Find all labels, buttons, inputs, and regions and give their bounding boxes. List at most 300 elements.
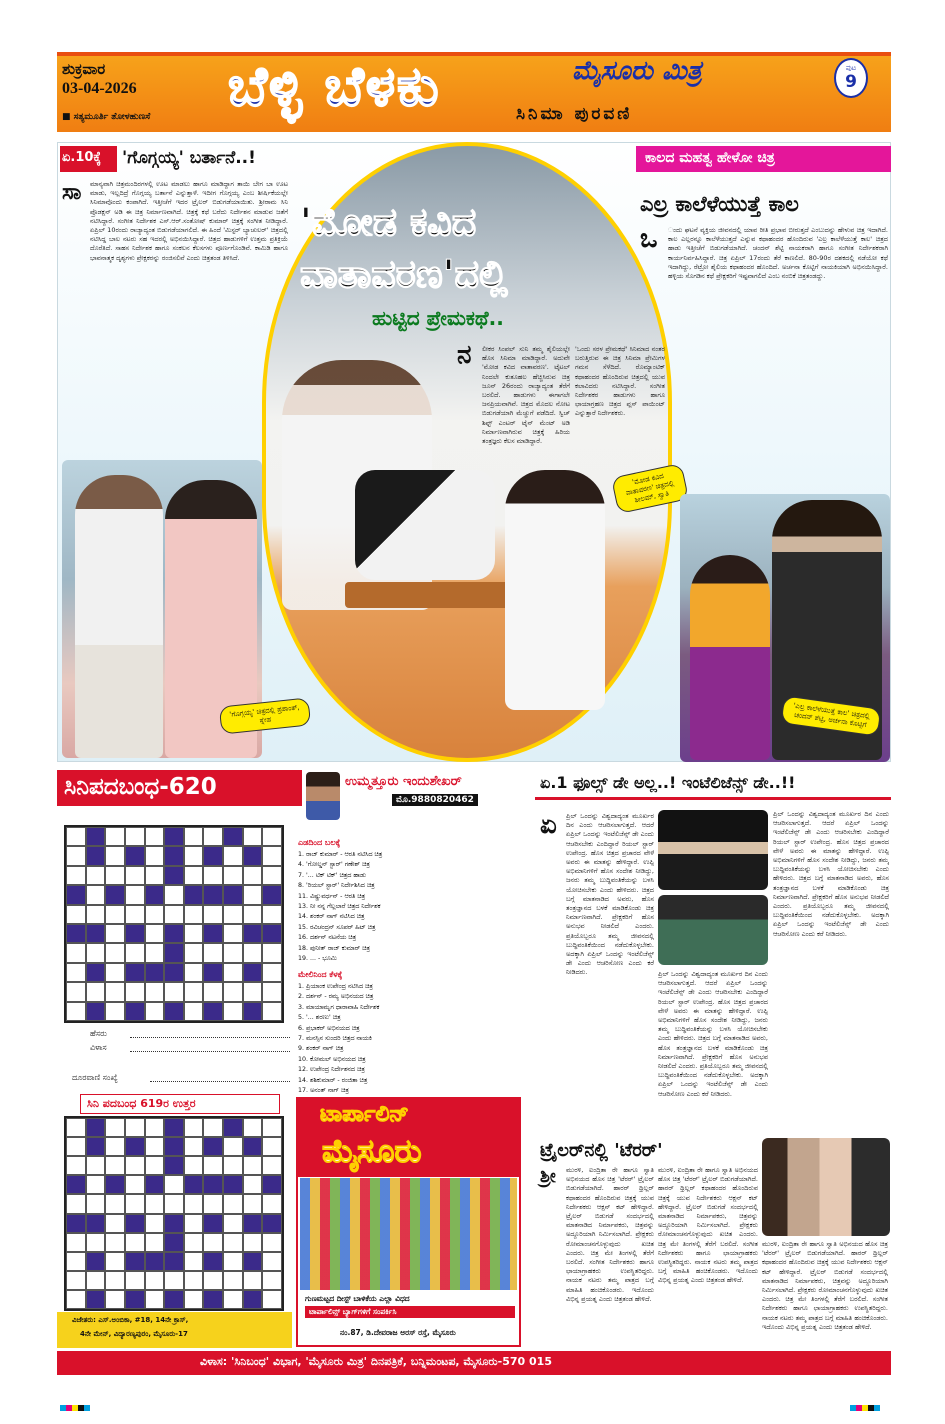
grid-cell[interactable] — [125, 1271, 145, 1290]
grid-cell[interactable] — [184, 1137, 204, 1156]
grid-cell[interactable] — [86, 1156, 106, 1175]
grid-cell[interactable] — [223, 1271, 243, 1290]
grid-cell — [164, 1252, 184, 1271]
grid-cell — [145, 1175, 165, 1194]
grid-cell — [86, 1290, 106, 1309]
grid-cell — [86, 827, 106, 846]
grid-cell — [203, 1252, 223, 1271]
grid-cell[interactable] — [66, 1137, 86, 1156]
grid-cell[interactable] — [145, 1137, 165, 1156]
clue-item: 18. ಪುನೀತ್ ರಾಜ್ ಕುಮಾರ್ ಚಿತ್ರ — [298, 944, 370, 952]
ad-tagline: ಗುಣಮಟ್ಟದ ದೀಸ್ಟ್ ಬಾಳಿಕೆಯ ಎಲ್ಲಾ ವಿಧದ — [305, 1294, 410, 1303]
grid-cell[interactable] — [125, 905, 145, 924]
grid-cell[interactable] — [262, 1002, 282, 1021]
grid-cell[interactable] — [262, 1233, 282, 1252]
grid-cell[interactable] — [125, 943, 145, 962]
grid-cell[interactable] — [86, 866, 106, 885]
grid-cell — [262, 1214, 282, 1233]
center-headline-2: ವಾತಾವರಣ'ದಲ್ಲಿ — [300, 252, 508, 296]
grid-cell — [86, 1252, 106, 1271]
grid-cell[interactable] — [105, 943, 125, 962]
grid-cell — [105, 885, 125, 904]
registration-marks-right — [850, 1405, 880, 1411]
grid-cell[interactable] — [105, 1214, 125, 1233]
clue-item: 17. ಅನಂತ್ ನಾಗ್ ಚಿತ್ರ — [298, 1087, 349, 1095]
grid-cell — [125, 924, 145, 943]
grid-cell[interactable] — [86, 1175, 106, 1194]
grid-cell — [243, 1002, 263, 1021]
grid-cell[interactable] — [223, 846, 243, 865]
address-label: ವಿಳಾಸ — [90, 1043, 107, 1052]
grid-cell[interactable] — [223, 1194, 243, 1213]
grid-cell — [164, 1156, 184, 1175]
grid-cell[interactable] — [184, 1156, 204, 1175]
grid-cell — [164, 1002, 184, 1021]
grid-cell — [243, 1214, 263, 1233]
clue-item: 12. ಉಪೇಂದ್ರ ನಿರ್ದೇಶನದ ಚಿತ್ರ — [298, 1066, 365, 1074]
clue-item: 7. '... ಟಿಕ್ ಟಿಕ್' ಚಿತ್ರದ ಹಾಡು — [298, 871, 366, 879]
clue-item: 19. ... - ಭೂಮಿ — [298, 955, 337, 963]
footer-text: ವಿಳಾಸ: 'ಸಿನಿಬಂಧ' ವಿಭಾಗ, 'ಮೈಸೂರು ಮಿತ್ರ' ದಿನಪತ್ರಿಕೆ, ಬನ್ನಿಮಂಟಪ, ಮೈಸೂರು-570 015 — [200, 1355, 552, 1368]
clue-item: 11. ವಿಷ್ಣುವರ್ಧನ್ - ಆರತಿ ಚಿತ್ರ — [298, 892, 366, 900]
down-list — [298, 982, 520, 1096]
grid-cell[interactable] — [262, 982, 282, 1001]
left-story-dropcap: ಸಾ — [62, 180, 82, 205]
grid-cell[interactable] — [223, 1002, 243, 1021]
crossword-author: ಉಮ್ಮತ್ತೂರು ಇಂದುಶೇಖರ್ — [345, 774, 462, 789]
clue-item: 4. 'ಗೋಲ್ಡನ್ ಸ್ಟಾರ್' ಗಣೇಶ್ ಚಿತ್ರ — [298, 861, 370, 869]
grid-cell — [164, 1214, 184, 1233]
grid-cell[interactable] — [184, 905, 204, 924]
grid-cell[interactable] — [203, 982, 223, 1001]
grid-cell[interactable] — [184, 1252, 204, 1271]
grid-cell[interactable] — [105, 1156, 125, 1175]
upendra-body-col2: ಪ್ರಿಲ್ ಒಂದನ್ನು ವಿಶ್ವದಾದ್ಯಂತ ಮೂರ್ಖರ ದಿನ ಎಂದು ಆಚರಿಸಲಾಗುತ್ತದೆ. ಆದರೆ ಏಪ್ರಿಲ್ ಒಂದನ್ನು ಇಂಟೆಲಿಜೆನ್ಸ್ ಡೇ ಎಂದು ಆಚರಿಸಬೇಕು ಎಂದಿದ್ದಾರೆ ರಿಯಲ್ ಸ್ಟಾರ್ ಉಪೇಂದ್ರ. ಹೊಸ ಚಿತ್ರದ ಪ್ರಚಾರದ ವೇಳೆ ಅವರು ಈ ಮಾತನ್ನು ಹೇಳಿದ್ದಾರೆ. ಉಪ್ಪಿ ಅಭಿಮಾನಿಗಳಿಗೆ ಹೊಸ ಸಂದೇಶ ನೀಡಿದ್ದು, ಜನರು ತಮ್ಮ ಬುದ್ಧಿವಂತಿಕೆಯನ್ನು ಬಳಸಿ ಯೋಚಿಸಬೇಕು ಎಂದು ಹೇಳಿದರು. ಚಿತ್ರದ ಬಗ್ಗೆ ಮಾತನಾಡಿದ ಅವರು, ಹೊಸ ತಂತ್ರಜ್ಞಾನದ ಬಳಕೆ ಮಾಡಿಕೊಂಡು ಚಿತ್ರ ನಿರ್ಮಾಣವಾಗಿದೆ. ಪ್ರೇಕ್ಷಕರಿಗೆ ಹೊಸ ಅನುಭವ ನೀಡಲಿದೆ ಎಂದರು. ಪ್ರತಿಯೊಬ್ಬರೂ ತಮ್ಮ ಜೀವನದಲ್ಲಿ ಬುದ್ಧಿವಂತಿಕೆಯಿಂದ ನಡೆದುಕೊಳ್ಳಬೇಕು. ಅದಕ್ಕಾಗಿ ಏಪ್ರಿಲ್ ಒಂದನ್ನು ಇಂಟೆಲಿಜೆನ್ಸ್ ಡೇ ಎಂದು ಆಚರಿಸೋಣ ಎಂದು ಕರೆ ನೀಡಿದರು. — [658, 970, 768, 1098]
winner-line-2: 4ನೇ ಮೇನ್, ವಿದ್ಯಾರಣ್ಯಪುರಂ, ಮೈಸೂರು-17 — [80, 1330, 188, 1338]
grid-cell[interactable] — [203, 943, 223, 962]
grid-cell[interactable] — [223, 866, 243, 885]
grid-cell[interactable] — [243, 827, 263, 846]
grid-cell — [125, 1290, 145, 1309]
clue-item: 10. ಕೋಮಲ್ ಅಭಿನಯದ ಚಿತ್ರ — [298, 1055, 366, 1063]
grid-cell[interactable] — [66, 943, 86, 962]
grid-cell[interactable] — [223, 1252, 243, 1271]
ad-address: ನಂ.87, ಡಿ.ದೇವರಾಜ ಅರಸ್ ರಸ್ತೆ, ಮೈಸೂರು — [340, 1328, 456, 1337]
masthead-day: ಶುಕ್ರವಾರ — [62, 60, 106, 78]
grid-cell[interactable] — [262, 905, 282, 924]
grid-cell[interactable] — [125, 1175, 145, 1194]
grid-cell — [184, 885, 204, 904]
grid-cell — [203, 1214, 223, 1233]
grid-cell[interactable] — [86, 982, 106, 1001]
grid-cell — [164, 866, 184, 885]
grid-cell[interactable] — [105, 1290, 125, 1309]
grid-cell — [66, 885, 86, 904]
grid-cell[interactable] — [164, 1271, 184, 1290]
grid-cell — [243, 1252, 263, 1271]
grid-cell[interactable] — [105, 1194, 125, 1213]
ad-line-2: ಮೈಸೂರು — [322, 1132, 422, 1170]
grid-cell[interactable] — [262, 1137, 282, 1156]
address-line[interactable] — [130, 1051, 290, 1052]
ad-tagline-2: ಟಾರ್ಪಾಲಿನ್ಸ್ ಬ್ಯಾಗ್‌ಗಳಿಗೆ ಸಂಪರ್ಕಿಸಿ — [305, 1306, 515, 1318]
grid-cell — [86, 1137, 106, 1156]
terror-body-col2: ಮುರಳಿ, ಐಂದ್ರಿತಾ ರೇ ಹಾಗೂ ಸ್ವಾತಿ ಅಭಿನಯದ ಹೊಸ ಚಿತ್ರ 'ಟೆರರ್' ಟ್ರೈಲರ್ ಬಿಡುಗಡೆಯಾಗಿದೆ. ಹಾರರ್ ಥ್ರಿಲ್ಲರ್ ಕಥಾಹಂದರ ಹೊಂದಿರುವ ಚಿತ್ರಕ್ಕೆ ಯುವ ನಿರ್ದೇಶಕರು ಆಕ್ಷನ್ ಕಟ್ ಹೇಳಿದ್ದಾರೆ. ಟ್ರೈಲರ್ ಬಿಡುಗಡೆ ಸಂದರ್ಭದಲ್ಲಿ ಮಾತನಾಡಿದ ನಿರ್ಮಾಪಕರು, ಚಿತ್ರವನ್ನು ಅದ್ದೂರಿಯಾಗಿ ನಿರ್ಮಿಸಲಾಗಿದೆ. ಪ್ರೇಕ್ಷಕರು ರೋಮಾಂಚನಗೊಳ್ಳುವುದು ಖಚಿತ ಎಂದರು. ಚಿತ್ರ ಮೇ ತಿಂಗಳಲ್ಲಿ ತೆರೆಗೆ ಬರಲಿದೆ. ಸಂಗೀತ ನಿರ್ದೇಶಕರು ಹಾಗೂ ಛಾಯಾಗ್ರಾಹಕರು ಉಪಸ್ಥಿತರಿದ್ದರು. ನಾಯಕ ನಟರು ತಮ್ಮ ಪಾತ್ರದ ಬಗ್ಗೆ ಮಾಹಿತಿ ಹಂಚಿಕೊಂಡರು. ಇದೊಂದು ವಿಭಿನ್ನ ಪ್ರಯತ್ನ ಎಂದು ಚಿತ್ರತಂಡ ಹೇಳಿದೆ. — [658, 1166, 758, 1285]
phone-line[interactable] — [150, 1081, 290, 1082]
grid-cell — [203, 963, 223, 982]
grid-cell[interactable] — [203, 905, 223, 924]
grid-cell — [243, 963, 263, 982]
grid-cell[interactable] — [223, 982, 243, 1001]
grid-cell — [145, 963, 165, 982]
grid-cell[interactable] — [243, 885, 263, 904]
ad-shop-photo — [300, 1178, 517, 1290]
grid-cell[interactable] — [66, 1118, 86, 1137]
upendra-headline: ಏ.1 ಫೂಲ್ಸ್ ಡೇ ಅಲ್ಲ..! ಇಂಟೆಲಿಜೆನ್ಸ್ ಡೇ..!! — [540, 773, 796, 792]
grid-cell[interactable] — [145, 1271, 165, 1290]
grid-cell[interactable] — [125, 1194, 145, 1213]
grid-cell — [105, 1175, 125, 1194]
grid-cell[interactable] — [145, 905, 165, 924]
crossword-phone: ಮೊ.9880820462 — [392, 794, 478, 806]
terror-headline: ಟ್ರೈಲರ್‌ನಲ್ಲಿ 'ಟೆರರ್' — [540, 1140, 663, 1161]
grid-cell[interactable] — [66, 846, 86, 865]
clue-item: 1. ಪ್ರಿಯಾಂಕ ಉಪೇಂದ್ರ ನಟಿಸಿದ ಚಿತ್ರ — [298, 983, 373, 990]
grid-cell[interactable] — [184, 924, 204, 943]
grid-cell[interactable] — [223, 924, 243, 943]
grid-cell[interactable] — [184, 866, 204, 885]
grid-cell[interactable] — [105, 866, 125, 885]
grid-cell[interactable] — [243, 1156, 263, 1175]
grid-cell[interactable] — [243, 866, 263, 885]
grid-cell — [223, 1118, 243, 1137]
grid-cell[interactable] — [262, 1194, 282, 1213]
grid-cell[interactable] — [184, 1233, 204, 1252]
grid-cell[interactable] — [105, 963, 125, 982]
grid-cell — [243, 1290, 263, 1309]
grid-cell[interactable] — [243, 1118, 263, 1137]
grid-cell[interactable] — [223, 905, 243, 924]
grid-cell — [203, 1002, 223, 1021]
grid-cell[interactable] — [125, 827, 145, 846]
grid-cell[interactable] — [184, 963, 204, 982]
grid-cell[interactable] — [203, 1233, 223, 1252]
center-dropcap: ನ — [457, 340, 472, 370]
grid-cell[interactable] — [203, 1194, 223, 1213]
clue-item: 1. ರಾಜ್ ಕುಮಾರ್ - ಆರತಿ ನಟಿಸಿದ ಚಿತ್ರ — [298, 851, 383, 858]
grid-cell[interactable] — [105, 846, 125, 865]
grid-cell[interactable] — [262, 1156, 282, 1175]
grid-cell[interactable] — [86, 905, 106, 924]
grid-cell[interactable] — [262, 943, 282, 962]
ad-line-1: ಟಾರ್ಪಾಲಿನ್ — [320, 1102, 409, 1127]
gogayya-actor-1 — [75, 475, 163, 758]
upendra-photo-1 — [658, 810, 768, 890]
grid-cell[interactable] — [243, 1175, 263, 1194]
grid-cell — [125, 1252, 145, 1271]
grid-cell — [203, 846, 223, 865]
page-number-badge — [834, 58, 868, 98]
name-label: ಹೆಸರು — [90, 1029, 107, 1038]
grid-cell[interactable] — [184, 1002, 204, 1021]
grid-cell[interactable] — [243, 943, 263, 962]
grid-cell[interactable] — [164, 1194, 184, 1213]
grid-cell[interactable] — [105, 1271, 125, 1290]
terror-dropcap: ಶ್ರೀ — [540, 1166, 556, 1187]
grid-cell — [66, 1175, 86, 1194]
grid-cell[interactable] — [223, 1156, 243, 1175]
grid-cell[interactable] — [184, 943, 204, 962]
grid-cell[interactable] — [145, 1214, 165, 1233]
clue-item: 14. ಶಶಿಕುಮಾರ್ - ರಂಜಿತಾ ಚಿತ್ರ — [298, 1076, 368, 1084]
grid-cell[interactable] — [223, 1214, 243, 1233]
grid-cell[interactable] — [66, 1252, 86, 1271]
grid-cell[interactable] — [125, 1118, 145, 1137]
grid-cell[interactable] — [203, 1118, 223, 1137]
grid-cell[interactable] — [184, 982, 204, 1001]
grid-cell — [66, 1214, 86, 1233]
author-photo — [306, 772, 340, 820]
grid-cell[interactable] — [203, 827, 223, 846]
terror-photo — [762, 1138, 890, 1236]
grid-cell[interactable] — [243, 1271, 263, 1290]
grid-cell[interactable] — [223, 963, 243, 982]
grid-cell[interactable] — [86, 943, 106, 962]
clue-item: 3. ಮಾಯಾಮೃಗ ಧಾರಾವಾಹಿ ನಿರ್ದೇಶಕ — [298, 1003, 380, 1011]
grid-cell[interactable] — [184, 846, 204, 865]
grid-cell[interactable] — [86, 1233, 106, 1252]
center-caption: 'ಮೋಡ ಕವಿದ ವಾತಾವರಣ' ಚಿತ್ರದಲ್ಲಿ ಶೀಲಮ್, ಸ್ವಾತಿ — [611, 463, 689, 514]
grid-cell[interactable] — [66, 1194, 86, 1213]
grid-cell[interactable] — [105, 982, 125, 1001]
grid-cell[interactable] — [66, 1156, 86, 1175]
right-story-kicker: ಕಾಲದ ಮಹತ್ವ ಹೇಳೋ ಚಿತ್ರ — [645, 150, 775, 166]
grid-cell[interactable] — [243, 905, 263, 924]
down-title: ಮೇಲಿನಿಂದ ಕೆಳಕ್ಕೆ — [298, 970, 343, 979]
center-seated-actress — [505, 470, 605, 710]
grid-cell[interactable] — [66, 963, 86, 982]
grid-cell — [203, 1290, 223, 1309]
grid-cell[interactable] — [145, 1233, 165, 1252]
clue-item: 14. ಶಂಕರ್ ನಾಗ್ ನಟಿಸಿದ ಚಿತ್ರ — [298, 913, 365, 921]
grid-cell[interactable] — [125, 1156, 145, 1175]
clue-item: 9. ಶಂಕರ್ ನಾಗ್ ಚಿತ್ರ — [298, 1045, 344, 1053]
grid-cell[interactable] — [164, 905, 184, 924]
grid-cell — [125, 846, 145, 865]
grid-cell[interactable] — [243, 1194, 263, 1213]
grid-cell[interactable] — [145, 866, 165, 885]
grid-cell — [203, 885, 223, 904]
page-label: ಪುಟ — [845, 64, 857, 72]
grid-cell[interactable] — [243, 1233, 263, 1252]
grid-cell[interactable] — [184, 1271, 204, 1290]
grid-cell — [164, 943, 184, 962]
grid-cell[interactable] — [145, 827, 165, 846]
grid-cell — [86, 1118, 106, 1137]
grid-cell — [203, 924, 223, 943]
grid-cell — [184, 1175, 204, 1194]
grid-cell — [203, 1175, 223, 1194]
clue-item: 15. ರವಿಚಂದ್ರನ್ ಸೂಪರ್ ಹಿಟ್ ಚಿತ್ರ — [298, 923, 376, 931]
grid-cell[interactable] — [164, 982, 184, 1001]
right-story-dropcap: ಒ — [640, 224, 658, 254]
grid-cell[interactable] — [86, 885, 106, 904]
grid-cell — [125, 1137, 145, 1156]
grid-cell — [223, 827, 243, 846]
center-headline-3: ಹುಟ್ಟಿದ ಪ್ರೇಮಕಥೆ.. — [372, 306, 504, 330]
grid-cell[interactable] — [262, 963, 282, 982]
grid-cell[interactable] — [66, 905, 86, 924]
grid-cell[interactable] — [145, 846, 165, 865]
grid-cell[interactable] — [203, 1271, 223, 1290]
grid-cell[interactable] — [262, 1290, 282, 1309]
grid-cell[interactable] — [66, 1290, 86, 1309]
grid-cell[interactable] — [184, 1290, 204, 1309]
crossword-title: ಸಿನಿಪದಬಂಧ-620 — [64, 774, 217, 800]
clue-item: 2. ದರ್ಶನ್ - ರಮ್ಯ ಅಭಿನಯದ ಚಿತ್ರ — [298, 993, 374, 1001]
crossword-grid — [64, 825, 284, 1023]
grid-cell[interactable] — [145, 1194, 165, 1213]
grid-cell[interactable] — [105, 1233, 125, 1252]
grid-cell[interactable] — [145, 1002, 165, 1021]
gogayya-caption: 'ಗೊಗ್ಗಯ್ಯ' ಚಿತ್ರದಲ್ಲಿ ಪ್ರಶಾಂತ್, ಸ್ನೇಹ — [219, 697, 311, 734]
grid-cell — [164, 963, 184, 982]
grid-cell — [86, 963, 106, 982]
grid-cell[interactable] — [145, 982, 165, 1001]
center-lying-actor — [355, 470, 495, 580]
grid-cell[interactable] — [223, 1290, 243, 1309]
grid-cell[interactable] — [66, 1271, 86, 1290]
upendra-body-col3: ಪ್ರಿಲ್ ಒಂದನ್ನು ವಿಶ್ವದಾದ್ಯಂತ ಮೂರ್ಖರ ದಿನ ಎಂದು ಆಚರಿಸಲಾಗುತ್ತದೆ. ಆದರೆ ಏಪ್ರಿಲ್ ಒಂದನ್ನು ಇಂಟೆಲಿಜೆನ್ಸ್ ಡೇ ಎಂದು ಆಚರಿಸಬೇಕು ಎಂದಿದ್ದಾರೆ ರಿಯಲ್ ಸ್ಟಾರ್ ಉಪೇಂದ್ರ. ಹೊಸ ಚಿತ್ರದ ಪ್ರಚಾರದ ವೇಳೆ ಅವರು ಈ ಮಾತನ್ನು ಹೇಳಿದ್ದಾರೆ. ಉಪ್ಪಿ ಅಭಿಮಾನಿಗಳಿಗೆ ಹೊಸ ಸಂದೇಶ ನೀಡಿದ್ದು, ಜನರು ತಮ್ಮ ಬುದ್ಧಿವಂತಿಕೆಯನ್ನು ಬಳಸಿ ಯೋಚಿಸಬೇಕು ಎಂದು ಹೇಳಿದರು. ಚಿತ್ರದ ಬಗ್ಗೆ ಮಾತನಾಡಿದ ಅವರು, ಹೊಸ ತಂತ್ರಜ್ಞಾನದ ಬಳಕೆ ಮಾಡಿಕೊಂಡು ಚಿತ್ರ ನಿರ್ಮಾಣವಾಗಿದೆ. ಪ್ರೇಕ್ಷಕರಿಗೆ ಹೊಸ ಅನುಭವ ನೀಡಲಿದೆ ಎಂದರು. ಪ್ರತಿಯೊಬ್ಬರೂ ತಮ್ಮ ಜೀವನದಲ್ಲಿ ಬುದ್ಧಿವಂತಿಕೆಯಿಂದ ನಡೆದುಕೊಳ್ಳಬೇಕು. ಅದಕ್ಕಾಗಿ ಏಪ್ರಿಲ್ ಒಂದನ್ನು ಇಂಟೆಲಿಜೆನ್ಸ್ ಡೇ ಎಂದು ಆಚರಿಸೋಣ ಎಂದು ಕರೆ ನೀಡಿದರು. — [773, 810, 889, 938]
grid-cell[interactable] — [105, 1002, 125, 1021]
clue-item: 7. ಮನಸ್ಸಿನ ಸುಂದರಿ ಚಿತ್ರದ ನಾಯಕಿ — [298, 1035, 372, 1043]
grid-cell — [164, 846, 184, 865]
grid-cell[interactable] — [66, 866, 86, 885]
grid-cell[interactable] — [105, 1118, 125, 1137]
grid-cell — [243, 846, 263, 865]
grid-cell[interactable] — [66, 827, 86, 846]
grid-cell[interactable] — [125, 1233, 145, 1252]
paper-logo: ಮೈಸೂರು ಮಿತ್ರ — [572, 56, 702, 86]
terror-body-col3: ಮುರಳಿ, ಐಂದ್ರಿತಾ ರೇ ಹಾಗೂ ಸ್ವಾತಿ ಅಭಿನಯದ ಹೊಸ ಚಿತ್ರ 'ಟೆರರ್' ಟ್ರೈಲರ್ ಬಿಡುಗಡೆಯಾಗಿದೆ. ಹಾರರ್ ಥ್ರಿಲ್ಲರ್ ಕಥಾಹಂದರ ಹೊಂದಿರುವ ಚಿತ್ರಕ್ಕೆ ಯುವ ನಿರ್ದೇಶಕರು ಆಕ್ಷನ್ ಕಟ್ ಹೇಳಿದ್ದಾರೆ. ಟ್ರೈಲರ್ ಬಿಡುಗಡೆ ಸಂದರ್ಭದಲ್ಲಿ ಮಾತನಾಡಿದ ನಿರ್ಮಾಪಕರು, ಚಿತ್ರವನ್ನು ಅದ್ದೂರಿಯಾಗಿ ನಿರ್ಮಿಸಲಾಗಿದೆ. ಪ್ರೇಕ್ಷಕರು ರೋಮಾಂಚನಗೊಳ್ಳುವುದು ಖಚಿತ ಎಂದರು. ಚಿತ್ರ ಮೇ ತಿಂಗಳಲ್ಲಿ ತೆರೆಗೆ ಬರಲಿದೆ. ಸಂಗೀತ ನಿರ್ದೇಶಕರು ಹಾಗೂ ಛಾಯಾಗ್ರಾಹಕರು ಉಪಸ್ಥಿತರಿದ್ದರು. ನಾಯಕ ನಟರು ತಮ್ಮ ಪಾತ್ರದ ಬಗ್ಗೆ ಮಾಹಿತಿ ಹಂಚಿಕೊಂಡರು. ಇದೊಂದು ವಿಭಿನ್ನ ಪ್ರಯತ್ನ ಎಂದು ಚಿತ್ರತಂಡ ಹೇಳಿದೆ. — [762, 1240, 888, 1331]
grid-cell[interactable] — [243, 982, 263, 1001]
upendra-dropcap: ಏ — [540, 810, 557, 840]
grid-cell[interactable] — [125, 982, 145, 1001]
masthead-title: ಬೆಳ್ಳಿ ಬೆಳಕು — [228, 54, 441, 118]
grid-cell[interactable] — [262, 866, 282, 885]
grid-cell[interactable] — [125, 885, 145, 904]
grid-cell — [223, 1175, 243, 1194]
center-body-col1: ಲೀಕರ ಸಿಂಪಲ್ ಸುನಿ ತಮ್ಮ ಶೈಲಿಯಲ್ಲೇ ಹೊಸ ಸಿನಿಮಾ ಮಾಡಿದ್ದಾರೆ. ಅದುವೇ 'ಮೋಡ ಕವಿದ ವಾತಾವರಣ'. ಟೈಟಲ್ ನಿಂದಲೇ ಕುತೂಹಲ ಹೆಚ್ಚಿಸಿರುವ ಚಿತ್ರ ಜೂನ್ 26ರಂದು ರಾಜ್ಯಾದ್ಯಂತ ತೆರೆಗೆ ಬರಲಿದೆ. ಹಾಡುಗಳು ಈಗಾಗಲೇ ಜನಪ್ರಿಯವಾಗಿವೆ. ಚಿತ್ರದ ಮೊದಲ ನೋಟ ಬಿಡುಗಡೆಯಾಗಿ ಮೆಚ್ಚುಗೆ ಪಡೆದಿದೆ. ಸ್ವಿಚ್ ಶಿಫ್ಟ್ ಎಂಟರ್ ಟೈನ್ ಮೆಂಟ್ ಅಡಿ ನಿರ್ಮಾಣವಾಗಿರುವ ಚಿತ್ರಕ್ಕೆ ಹಿರಿಯ ತಂತ್ರಜ್ಞರು ಕೆಲಸ ಮಾಡಿದ್ದಾರೆ. — [482, 345, 570, 446]
grid-cell — [86, 846, 106, 865]
grid-cell[interactable] — [125, 866, 145, 885]
left-story-kicker: ಏ.10ಕ್ಕೆ — [62, 150, 102, 165]
left-story-headline: 'ಗೊಗ್ಗಯ್ಯ' ಬರ್ತಾನೆ..! — [122, 148, 256, 168]
grid-cell[interactable] — [105, 827, 125, 846]
kala-caption: 'ಎಲ್ರ ಕಾಲೆಳೆಯುತ್ತೆ ಕಾಲ' ಚಿತ್ರದಲ್ಲಿ ಚಂದನ್ ಶೆಟ್ಟಿ, ಅರ್ಚನಾ ಕೊಟ್ಟಿಗೆ — [781, 695, 882, 736]
grid-cell[interactable] — [164, 1175, 184, 1194]
clue-item: 13. ನೀ ನನ್ನ ಗೆಲ್ಲಲಾರೆ ಚಿತ್ರದ ನಿರ್ದೇಶಕ — [298, 903, 381, 911]
grid-cell[interactable] — [262, 827, 282, 846]
grid-cell — [164, 827, 184, 846]
grid-cell[interactable] — [66, 982, 86, 1001]
grid-cell[interactable] — [184, 1118, 204, 1137]
across-list — [298, 850, 520, 964]
grid-cell[interactable] — [105, 1137, 125, 1156]
grid-cell — [145, 885, 165, 904]
grid-cell[interactable] — [203, 866, 223, 885]
grid-cell — [125, 1214, 145, 1233]
grid-cell — [66, 924, 86, 943]
terror-body-col1: ಮುರಳಿ, ಐಂದ್ರಿತಾ ರೇ ಹಾಗೂ ಸ್ವಾತಿ ಅಭಿನಯದ ಹೊಸ ಚಿತ್ರ 'ಟೆರರ್' ಟ್ರೈಲರ್ ಬಿಡುಗಡೆಯಾಗಿದೆ. ಹಾರರ್ ಥ್ರಿಲ್ಲರ್ ಕಥಾಹಂದರ ಹೊಂದಿರುವ ಚಿತ್ರಕ್ಕೆ ಯುವ ನಿರ್ದೇಶಕರು ಆಕ್ಷನ್ ಕಟ್ ಹೇಳಿದ್ದಾರೆ. ಟ್ರೈಲರ್ ಬಿಡುಗಡೆ ಸಂದರ್ಭದಲ್ಲಿ ಮಾತನಾಡಿದ ನಿರ್ಮಾಪಕರು, ಚಿತ್ರವನ್ನು ಅದ್ದೂರಿಯಾಗಿ ನಿರ್ಮಿಸಲಾಗಿದೆ. ಪ್ರೇಕ್ಷಕರು ರೋಮಾಂಚನಗೊಳ್ಳುವುದು ಖಚಿತ ಎಂದರು. ಚಿತ್ರ ಮೇ ತಿಂಗಳಲ್ಲಿ ತೆರೆಗೆ ಬರಲಿದೆ. ಸಂಗೀತ ನಿರ್ದೇಶಕರು ಹಾಗೂ ಛಾಯಾಗ್ರಾಹಕರು ಉಪಸ್ಥಿತರಿದ್ದರು. ನಾಯಕ ನಟರು ತಮ್ಮ ಪಾತ್ರದ ಬಗ್ಗೆ ಮಾಹಿತಿ ಹಂಚಿಕೊಂಡರು. ಇದೊಂದು ವಿಭಿನ್ನ ಪ್ರಯತ್ನ ಎಂದು ಚಿತ್ರತಂಡ ಹೇಳಿದೆ. — [566, 1166, 654, 1303]
grid-cell — [145, 1252, 165, 1271]
grid-cell — [125, 1002, 145, 1021]
masthead-byline: ■ ಸತ್ಯಮೂರ್ತಿ ತೋಳಹುಣಸೆ — [62, 112, 151, 122]
grid-cell[interactable] — [223, 1137, 243, 1156]
grid-cell[interactable] — [203, 1156, 223, 1175]
grid-cell — [262, 1175, 282, 1194]
center-body-col2: 'ಒಂದು ಸರಳ ಪ್ರೇಮಕಥೆ' ಸಿನಿಮಾದ ನಂತರ ಬರುತ್ತಿರುವ ಈ ಚಿತ್ರ ಸಿನಿಮಾ ಪ್ರೇಮಿಗಳ ಗಮನ ಸೆಳೆದಿದೆ. ರೊಮ್ಯಾಂಟಿಕ್ ಕಥಾಹಂದರ ಹೊಂದಿರುವ ಚಿತ್ರದಲ್ಲಿ ಯುವ ಕಲಾವಿದರು ನಟಿಸಿದ್ದಾರೆ. ಸಂಗೀತ ನಿರ್ದೇಶಕರ ಹಾಡುಗಳು ಹಾಗೂ ಛಾಯಾಗ್ರಹಣ ಚಿತ್ರದ ಪ್ಲಸ್ ಪಾಯಿಂಟ್ ಎನ್ನುತ್ತಾರೆ ನಿರ್ದೇಶಕರು. — [575, 345, 665, 418]
answer-title: ಸಿನಿ ಪದಬಂಧ 619ರ ಉತ್ತರ — [80, 1094, 280, 1114]
page-number: 9 — [845, 72, 857, 92]
grid-cell[interactable] — [86, 1271, 106, 1290]
clue-item: 5. '... ಶರಣು' ಚಿತ್ರ — [298, 1014, 341, 1022]
grid-cell[interactable] — [262, 1271, 282, 1290]
grid-cell[interactable] — [184, 827, 204, 846]
grid-cell — [125, 963, 145, 982]
grid-cell[interactable] — [66, 1233, 86, 1252]
grid-cell[interactable] — [145, 1118, 165, 1137]
kala-actress — [690, 555, 770, 760]
grid-cell — [164, 1233, 184, 1252]
grid-cell[interactable] — [86, 1194, 106, 1213]
masthead — [57, 52, 891, 132]
registration-marks — [60, 1405, 90, 1411]
grid-cell[interactable] — [184, 1194, 204, 1213]
grid-cell — [164, 1290, 184, 1309]
grid-cell[interactable] — [223, 1233, 243, 1252]
grid-cell[interactable] — [105, 905, 125, 924]
grid-cell[interactable] — [66, 1002, 86, 1021]
grid-cell[interactable] — [145, 1290, 165, 1309]
left-story-body: ಮಾನ್ಯವಾಗಿ ಚಿತ್ರಮಂದಿರಗಳಲ್ಲಿ ಊಟ ಮಾಡಲು ಹಾಗೂ ಮಾಡಿದ್ದಾಗ ತಾಯಿ ಬೇಗ ಬಾ ಊಟ ಮಾಡು, ಇಲ್ಲದಿದ್ರೆ ಗೊಗ್ಗಯ್ಯ ಬರ್ತಾನೆ ಎನ್ನುತ್ತಾಳೆ. ಇದೀಗ ಗೊಗ್ಗಯ್ಯ ಎಂಬ ಶೀರ್ಷಿಕೆಯಲ್ಲೇ ಸಿನಿಮಾವೊಂದು ಕಂಪಾಗಿದೆ. ಇತ್ತೀಚೆಗೆ ಇದರ ಟ್ರೈಲರ್ ಬಿಡುಗಡೆಯಾಯಿತು. ಶ್ರೀರಾಮ ಸಿನಿ ಪ್ರೊಡಕ್ಷನ್ ಅಡಿ ಈ ಚಿತ್ರ ನಿರ್ಮಾಣವಾಗಿದೆ. ಚಿತ್ರಕ್ಕೆ ಕಥೆ ಬರೆದು ನಿರ್ದೇಶನ ಮಾಡುವ ಜತೆಗೆ ನಟಿಸಿದ್ದಾರೆ. ಸಂಗೀತ ನಿರ್ದೇಶಕ ಎಸ್.ಆರ್.ಸಂತೋಷ್ ಕುಮಾರ್ ಚಿತ್ರಕ್ಕೆ ಸಂಗೀತ ನೀಡಿದ್ದಾರೆ. ಏಪ್ರಿಲ್ 10ರಂದು ರಾಜ್ಯಾದ್ಯಂತ ಬಿಡುಗಡೆಯಾಗಲಿದೆ. ಈ ಹಿಂದೆ 'ಮಿಸ್ಟರ್ ಬ್ಯಾಚುಲರ್' ಚಿತ್ರದಲ್ಲಿ ನಟಿಸಿದ್ದ ಬಾಲ ನಟರು ಸಹ ಇದರಲ್ಲಿ ಅಭಿನಯಿಸಿದ್ದಾರೆ. ಚಿತ್ರದ ಹಾಡುಗಳಿಗೆ ಉತ್ತಮ ಪ್ರತಿಕ್ರಿಯೆ ದೊರೆತಿದೆ. ಸಾಹಸ ನಿರ್ದೇಶಕ ಹಾಗೂ ಸಂಕಲನ ಕೆಲಸಗಳು ಪೂರ್ಣಗೊಂಡಿವೆ. ಕಾಮಿಡಿ ಹಾಗೂ ಭಾವನಾತ್ಮಕ ದೃಶ್ಯಗಳು ಪ್ರೇಕ್ಷಕರನ್ನು ರಂಜಿಸಲಿವೆ ಎಂದು ಚಿತ್ರತಂಡ ತಿಳಿಸಿದೆ. — [90, 180, 288, 262]
grid-cell — [203, 1137, 223, 1156]
masthead-subtitle: ಸಿನಿಮಾ ಪುರವಣಿ — [516, 104, 633, 124]
grid-cell[interactable] — [145, 943, 165, 962]
grid-cell — [86, 1002, 106, 1021]
grid-cell[interactable] — [262, 1118, 282, 1137]
grid-cell — [243, 924, 263, 943]
grid-cell — [164, 1118, 184, 1137]
phone-label: ದೂರವಾಣಿ ಸಂಖ್ಯೆ — [72, 1073, 118, 1082]
grid-cell[interactable] — [262, 846, 282, 865]
grid-cell[interactable] — [105, 1252, 125, 1271]
right-story-body: ಂದು ಘಟನೆ ವ್ಯಕ್ತಿಯ ಜೀವನದಲ್ಲಿ ಯಾವ ರೀತಿ ಪ್ರಭಾವ ಬೀರುತ್ತದೆ ಎಂಬುದನ್ನು ಹೇಳುವ ಚಿತ್ರ ಇದಾಗಿದೆ. ಕಾಲ ಎಲ್ಲರನ್ನೂ ಕಾಲೆಳೆಯುತ್ತದೆ ಎನ್ನುವ ಕಥಾಹಂದರ ಹೊಂದಿರುವ 'ಎಲ್ರ ಕಾಲೆಳೆಯುತ್ತೆ ಕಾಲ' ಚಿತ್ರದ ಹಾಡು ಇತ್ತೀಚೆಗೆ ಬಿಡುಗಡೆಯಾಗಿದೆ. ಚಂದನ್ ಶೆಟ್ಟಿ ನಾಯಕರಾಗಿ ಹಾಗೂ ಸಂಗೀತ ನಿರ್ದೇಶಕರಾಗಿ ಕಾರ್ಯನಿರ್ವಹಿಸಿದ್ದಾರೆ. ಚಿತ್ರ ಏಪ್ರಿಲ್ 17ರಂದು ತೆರೆ ಕಾಣಲಿದೆ. 80-90ರ ದಶಕದಲ್ಲಿ ನಡೆಯೋ ಕಥೆ ಇದಾಗಿದ್ದು, ರೆಟ್ರೋ ಶೈಲಿಯ ಕಥಾಹಂದರ ಹೊಂದಿದೆ. ಅರ್ಚನಾ ಕೊಟ್ಟಿಗೆ ನಾಯಕಿಯಾಗಿ ಅಭಿನಯಿಸಿದ್ದಾರೆ. ಹಳ್ಳಿಯ ಸೊಗಡಿನ ಕಥೆ ಪ್ರೇಕ್ಷಕರಿಗೆ ಇಷ್ಟವಾಗಲಿದೆ ಎಂಬ ನಂಬಿಕೆ ಚಿತ್ರತಂಡದ್ದು. — [668, 226, 888, 281]
grid-cell[interactable] — [223, 943, 243, 962]
grid-cell[interactable] — [262, 1252, 282, 1271]
answer-grid — [64, 1116, 284, 1311]
grid-cell[interactable] — [184, 1214, 204, 1233]
grid-cell[interactable] — [145, 924, 165, 943]
grid-cell — [86, 1214, 106, 1233]
name-line[interactable] — [130, 1037, 290, 1038]
grid-cell — [262, 885, 282, 904]
upendra-body-col1: ಪ್ರಿಲ್ ಒಂದನ್ನು ವಿಶ್ವದಾದ್ಯಂತ ಮೂರ್ಖರ ದಿನ ಎಂದು ಆಚರಿಸಲಾಗುತ್ತದೆ. ಆದರೆ ಏಪ್ರಿಲ್ ಒಂದನ್ನು ಇಂಟೆಲಿಜೆನ್ಸ್ ಡೇ ಎಂದು ಆಚರಿಸಬೇಕು ಎಂದಿದ್ದಾರೆ ರಿಯಲ್ ಸ್ಟಾರ್ ಉಪೇಂದ್ರ. ಹೊಸ ಚಿತ್ರದ ಪ್ರಚಾರದ ವೇಳೆ ಅವರು ಈ ಮಾತನ್ನು ಹೇಳಿದ್ದಾರೆ. ಉಪ್ಪಿ ಅಭಿಮಾನಿಗಳಿಗೆ ಹೊಸ ಸಂದೇಶ ನೀಡಿದ್ದು, ಜನರು ತಮ್ಮ ಬುದ್ಧಿವಂತಿಕೆಯನ್ನು ಬಳಸಿ ಯೋಚಿಸಬೇಕು ಎಂದು ಹೇಳಿದರು. ಚಿತ್ರದ ಬಗ್ಗೆ ಮಾತನಾಡಿದ ಅವರು, ಹೊಸ ತಂತ್ರಜ್ಞಾನದ ಬಳಕೆ ಮಾಡಿಕೊಂಡು ಚಿತ್ರ ನಿರ್ಮಾಣವಾಗಿದೆ. ಪ್ರೇಕ್ಷಕರಿಗೆ ಹೊಸ ಅನುಭವ ನೀಡಲಿದೆ ಎಂದರು. ಪ್ರತಿಯೊಬ್ಬರೂ ತಮ್ಮ ಜೀವನದಲ್ಲಿ ಬುದ್ಧಿವಂತಿಕೆಯಿಂದ ನಡೆದುಕೊಳ್ಳಬೇಕು. ಅದಕ್ಕಾಗಿ ಏಪ್ರಿಲ್ ಒಂದನ್ನು ಇಂಟೆಲಿಜೆನ್ಸ್ ಡೇ ಎಂದು ಆಚರಿಸೋಣ ಎಂದು ಕರೆ ನೀಡಿದರು. — [566, 812, 654, 977]
grid-cell[interactable] — [105, 924, 125, 943]
grid-cell[interactable] — [164, 885, 184, 904]
winner-line-1: ವಿಜೇತರು: ಎಸ್.ಅಂಬಿಕಾ, #18, 14ನೇ ಕ್ರಾಸ್, — [72, 1316, 189, 1324]
grid-cell[interactable] — [145, 1156, 165, 1175]
